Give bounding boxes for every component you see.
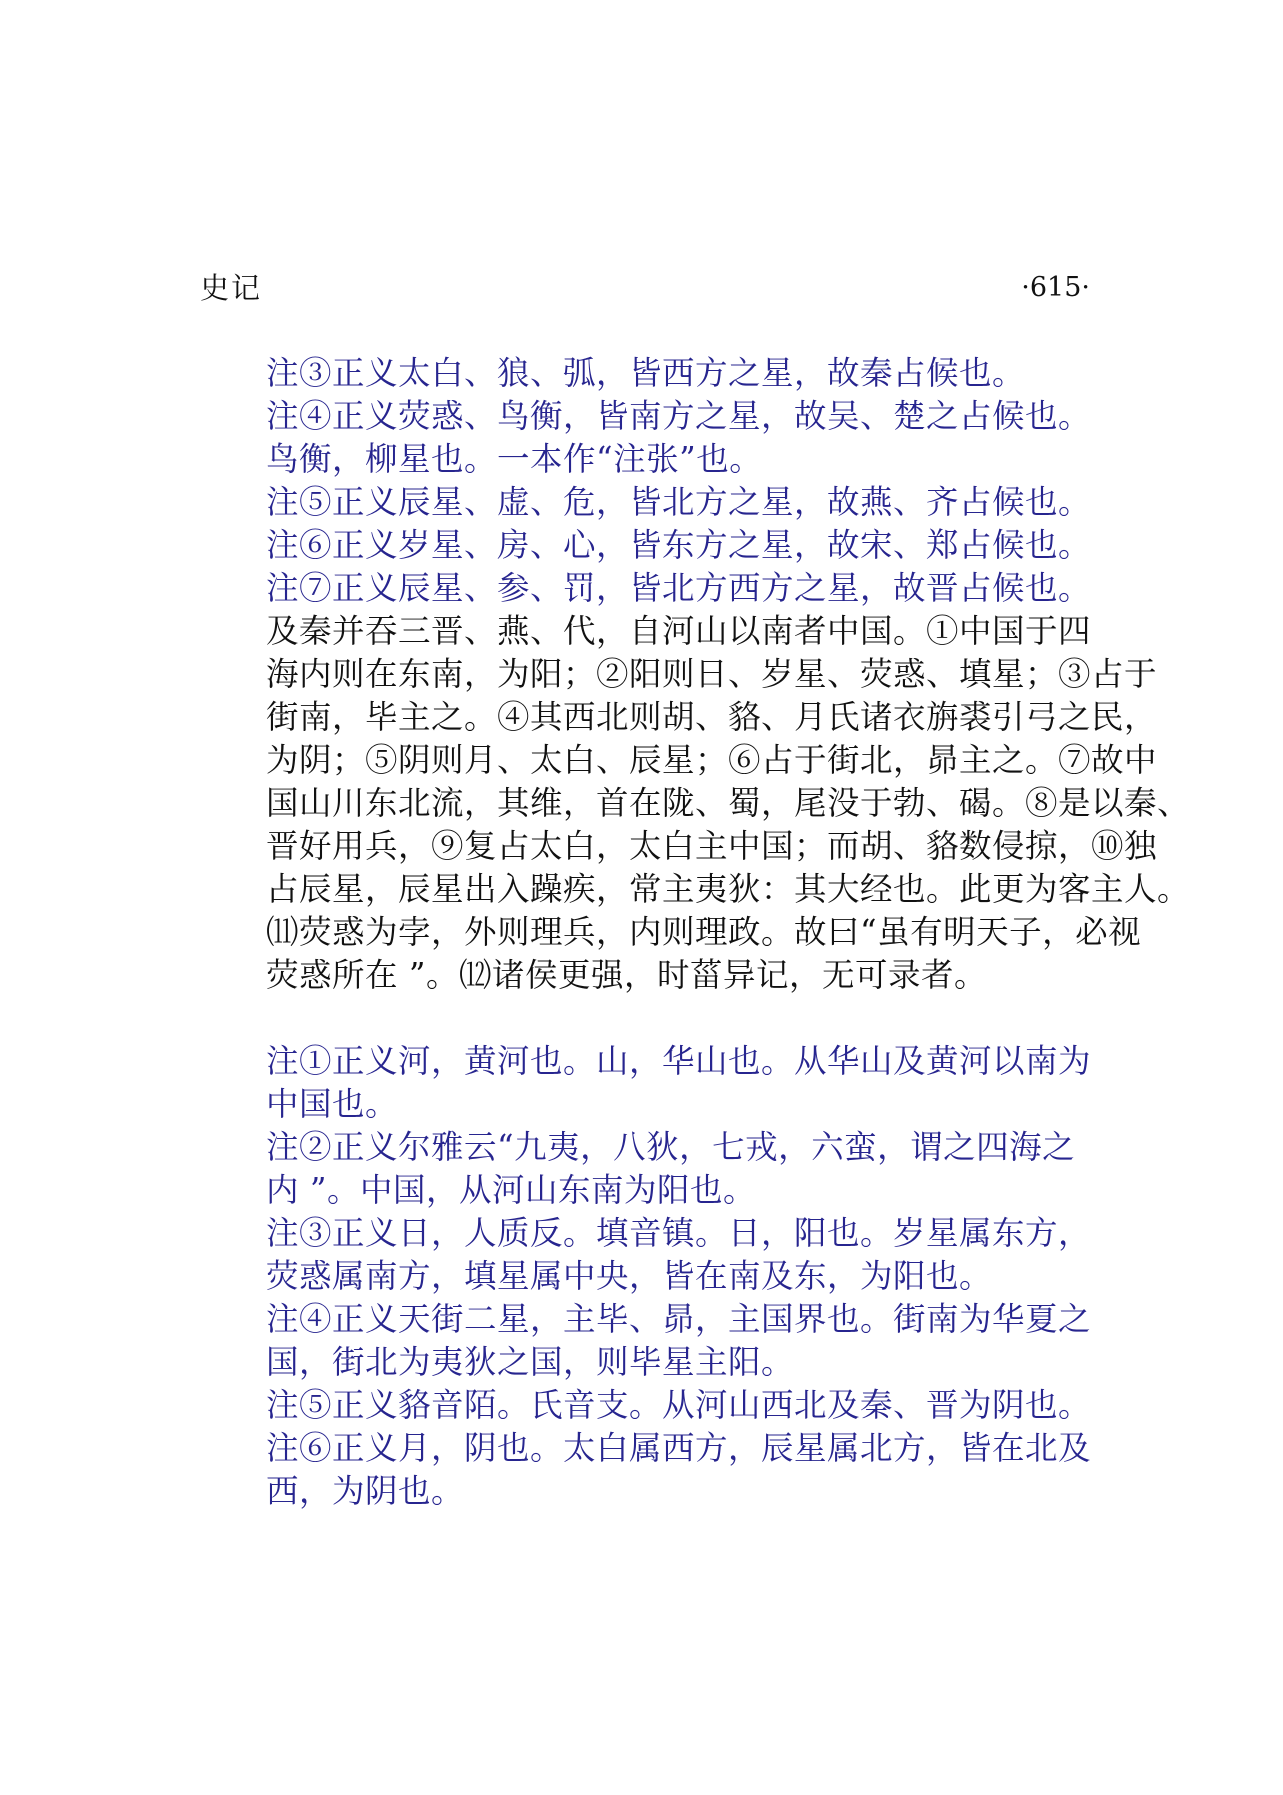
text-line: ⑾荧惑为孛，外则理兵，内则理政。故曰“虽有明天子，必视 [266,913,1142,951]
note-paragraph [200,1298,1100,1384]
text-line: 中国也。 [266,1085,399,1123]
note-paragraph [200,1212,1100,1298]
text-line: 注⑥正义岁星、房、心，皆东方之星，故宋、郑占候也。 [266,526,1092,564]
text-line: 注⑥正义月，阴也。太白属西方，辰星属北方，皆在北及 [266,1429,1092,1467]
note-paragraph [200,1126,1100,1212]
note-paragraph [200,567,1100,610]
text-line: 内 ”。中国，从河山东南为阳也。 [266,1171,756,1209]
text-line: 注⑤正义辰星、虚、危，皆北方之星，故燕、齐占候也。 [266,483,1092,521]
text-line: 注⑦正义辰星、参、罚，皆北方西方之星，故晋占候也。 [266,569,1092,607]
text-line: 海内则在东南，为阳；②阳则日、岁星、荧惑、填星；③占于 [266,655,1158,693]
text-line: 注③正义日，人质反。填音镇。日，阳也。岁星属东方， [266,1214,1092,1252]
section-gap [200,997,1100,1040]
text-line: 晋好用兵，⑨复占太白，太白主中国；而胡、貉数侵掠，⑩独 [266,827,1158,865]
text-line: 注⑤正义貉音陌。氏音支。从河山西北及秦、晋为阴也。 [266,1386,1092,1424]
text-line: 荧惑所在 ”。⑿诸侯更强，时菑异记，无可录者。 [266,956,987,994]
text-line: 鸟衡，柳星也。一本作“注张”也。 [266,440,763,478]
note-paragraph [200,352,1100,395]
text-line: 国山川东北流，其维，首在陇、蜀，尾没于勃、碣。⑧是以秦、 [266,784,1191,822]
note-paragraph [200,524,1100,567]
text-line: 街南，毕主之。④其西北则胡、貉、月氏诸衣旃裘引弓之民， [266,698,1158,736]
text-line: 及秦并吞三晋、燕、代，自河山以南者中国。①中国于四 [266,612,1092,650]
book-title: 史记 [200,271,263,305]
text-line: 注④正义天街二星，主毕、昴，主国界也。街南为华夏之 [266,1300,1092,1338]
text-line: 注①正义河，黄河也。山，华山也。从华山及黄河以南为 [266,1042,1092,1080]
page-number: ·615· [1021,272,1090,303]
text-line: 西，为阴也。 [266,1472,465,1510]
text-line: 国，街北为夷狄之国，则毕星主阳。 [266,1343,795,1381]
note-paragraph [200,1427,1100,1513]
text-line: 注②正义尔雅云“九夷，八狄，七戎，六蛮，谓之四海之 [266,1128,1076,1166]
note-paragraph [200,1384,1100,1427]
page-header [200,268,1090,308]
text-line: 注③正义太白、狼、弧，皆西方之星，故秦占候也。 [266,354,1026,392]
text-line: 占辰星，辰星出入躁疾，常主夷狄：其大经也。此更为客主人。 [266,870,1191,908]
main-text-paragraph [200,610,1191,997]
text-line: 为阴；⑤阴则月、太白、辰星；⑥占于街北，昴主之。⑦故中 [266,741,1158,779]
note-paragraph [200,481,1100,524]
text-line: 荧惑属南方，填星属中央，皆在南及东，为阳也。 [266,1257,993,1295]
note-paragraph [200,395,1100,481]
page-body [200,352,1191,1513]
text-line: 注④正义荧惑、鸟衡，皆南方之星，故吴、楚之占候也。 [266,397,1092,435]
note-paragraph [200,1040,1100,1126]
